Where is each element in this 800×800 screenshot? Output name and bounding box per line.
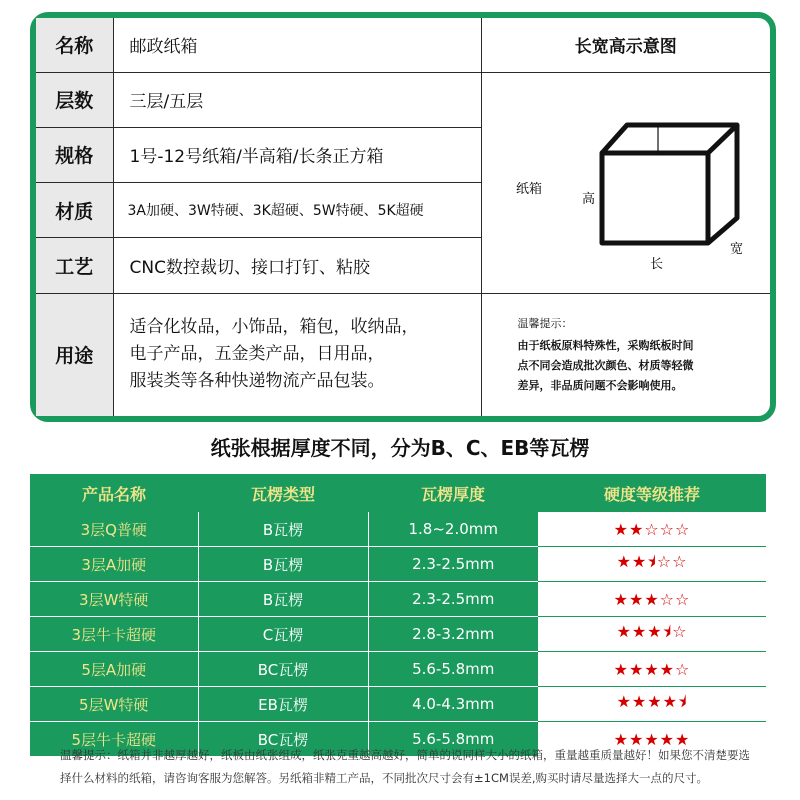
flute-thickness: 5.6-5.8mm	[368, 722, 538, 757]
star-rating: ★★⯨☆☆	[538, 547, 766, 582]
product-name: 3层W特硬	[30, 582, 198, 617]
star-rating: ★★★★⯨	[538, 687, 766, 722]
product-name: 3层Q普硬	[30, 512, 198, 547]
usage-line: 电子产品，五金类产品，日用品，	[129, 344, 385, 365]
footer-line: 温馨提示：纸箱并非越厚越好，纸板由纸张组成，纸张克重越高越好，简单的说同样大小的纸箱，重量越重质量越好！如果您不清楚要选	[60, 748, 750, 762]
product-name: 5层A加硬	[30, 652, 198, 687]
tip-line: 点不同会造成批次颜色、材质等轻微	[517, 358, 694, 372]
height-label: 高	[581, 191, 595, 207]
grade-table	[30, 474, 766, 749]
usage-line: 服装类等各种快递物流产品包装。	[129, 371, 385, 392]
flute-type: BC瓦楞	[198, 652, 368, 687]
footer-line: 择什么材料的纸箱，请咨询客服为您解答。另纸箱非精工产品，不同批次尺寸会有±1CM误差,购买时请尽量选择大一点的尺寸。	[60, 771, 709, 785]
star-rating: ★★★☆☆	[538, 582, 766, 617]
tip-line: 差异，非品质问题不会影响使用。	[517, 378, 683, 392]
value-size: 1号-12号纸箱/半高箱/长条正方箱	[113, 127, 481, 182]
flute-thickness: 5.6-5.8mm	[368, 652, 538, 687]
usage-line: 适合化妆品，小饰品，箱包，收纳品，	[129, 317, 419, 338]
table-row	[30, 582, 766, 617]
table-row	[30, 687, 766, 722]
value-name: 邮政纸箱	[113, 18, 481, 72]
headline: 纸张根据厚度不同，分为B、C、EB等瓦楞	[210, 436, 590, 460]
value-material: 3A加硬、3W特硬、3K超硬、5W特硬、5K超硬	[113, 183, 481, 238]
star-rating: ★★☆☆☆	[538, 512, 766, 547]
spec-table	[30, 12, 776, 422]
box-label: 纸箱	[515, 181, 542, 197]
header-flute: 瓦楞类型	[198, 474, 368, 512]
flute-thickness: 2.8-3.2mm	[368, 617, 538, 652]
flute-type: B瓦楞	[198, 547, 368, 582]
product-name: 5层W特硬	[30, 687, 198, 722]
width-label: 宽	[729, 241, 743, 257]
table-row	[30, 652, 766, 687]
value-layers: 三层/五层	[113, 72, 481, 127]
label-usage: 用途	[36, 293, 113, 416]
label-material: 材质	[36, 183, 113, 238]
flute-type: C瓦楞	[198, 617, 368, 652]
box-outline	[602, 125, 737, 243]
label-layers: 层数	[36, 72, 113, 127]
table-row	[30, 547, 766, 582]
flute-type: B瓦楞	[198, 582, 368, 617]
header-rating: 硬度等级推荐	[538, 474, 766, 512]
tip-title: 温馨提示：	[517, 316, 573, 330]
flute-type: BC瓦楞	[198, 722, 368, 757]
label-size: 规格	[36, 127, 113, 182]
table-row	[30, 617, 766, 652]
flute-thickness: 4.0-4.3mm	[368, 687, 538, 722]
length-label: 长	[649, 256, 663, 272]
star-rating: ★★★★★	[538, 722, 766, 757]
flute-thickness: 2.3-2.5mm	[368, 582, 538, 617]
product-name: 3层牛卡超硬	[30, 617, 198, 652]
label-process: 工艺	[36, 238, 113, 293]
table-row	[30, 512, 766, 547]
star-rating: ★★★★☆	[538, 652, 766, 687]
value-process: CNC数控裁切、接口打钉、粘胶	[113, 238, 481, 293]
flute-type: B瓦楞	[198, 512, 368, 547]
header-thickness: 瓦楞厚度	[368, 474, 538, 512]
tip-line: 由于纸板原料特殊性，采购纸板时间	[517, 338, 694, 352]
diagram-cell	[481, 72, 770, 293]
label-name: 名称	[36, 18, 113, 72]
flute-thickness: 2.3-2.5mm	[368, 547, 538, 582]
box-diagram	[482, 73, 776, 293]
product-name: 3层A加硬	[30, 547, 198, 582]
diagram-title: 长宽高示意图	[481, 18, 770, 72]
header-product: 产品名称	[30, 474, 198, 512]
star-rating: ★★★⯨☆	[538, 617, 766, 652]
flute-thickness: 1.8~2.0mm	[368, 512, 538, 547]
flute-type: EB瓦楞	[198, 687, 368, 722]
footer-note	[60, 744, 760, 790]
product-name: 5层牛卡超硬	[30, 722, 198, 757]
value-usage	[113, 293, 481, 416]
tip-cell	[481, 293, 770, 416]
